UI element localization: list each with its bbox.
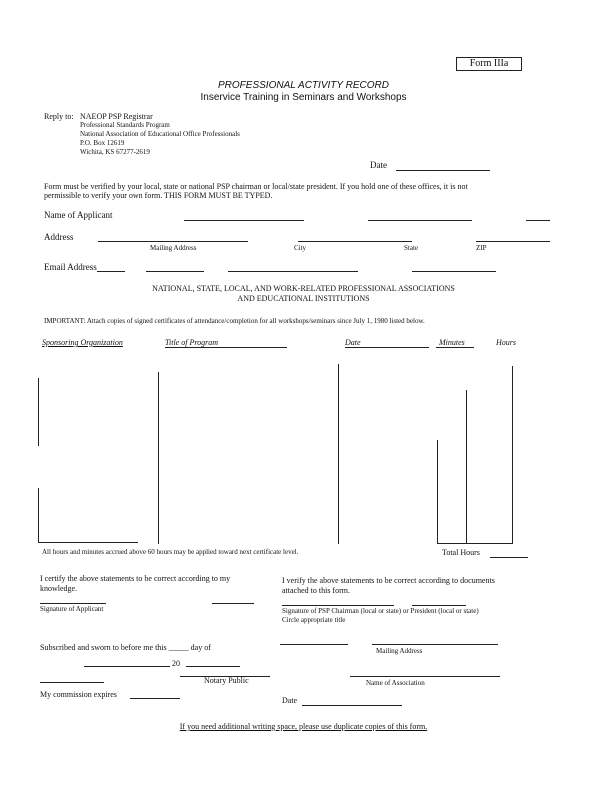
date-field[interactable] (396, 170, 490, 171)
city-caption: City (294, 244, 307, 252)
notary-label: Notary Public (204, 676, 249, 685)
association-caption: Name of Association (366, 679, 425, 687)
reply-line: P.O. Box 12619 (80, 139, 125, 147)
date-field-2[interactable] (302, 705, 402, 706)
email-field-4[interactable] (412, 271, 496, 272)
sworn-date-field[interactable] (84, 666, 170, 667)
verify-text: permissible to verify your own form. THIS FORM MUST BE TYPED. (44, 191, 273, 200)
email-field[interactable] (97, 271, 125, 272)
zip-caption: ZIP (476, 244, 487, 252)
signature-chair-caption: Signature of PSP Chairman (local or state) or President (local or state) (282, 607, 479, 615)
email-label: Email Address (44, 262, 97, 272)
year-field[interactable] (186, 666, 240, 667)
table-column-line (338, 364, 339, 544)
header-underline (345, 347, 429, 348)
date-label-2: Date (282, 696, 298, 705)
table-column-line (38, 378, 39, 446)
total-hours-label: Total Hours (442, 548, 480, 557)
chair-signature-date-field[interactable] (412, 605, 466, 606)
table-bottom-line (38, 542, 138, 543)
form-subtitle: Inservice Training in Seminars and Workshops (200, 92, 407, 103)
applicant-signature-field[interactable] (40, 603, 106, 604)
name-label: Name of Applicant (44, 210, 113, 220)
certify-right: I verify the above statements to be correct according to documents (282, 576, 495, 585)
applicant-signature-date-field[interactable] (212, 603, 254, 604)
hours-note: All hours and minutes accrued above 60 hours may be applied toward next certificate level. (42, 548, 299, 556)
form-id: Form IIIa (456, 57, 522, 71)
commission-field[interactable] (130, 698, 180, 699)
mailing-address-caption: Mailing Address (150, 244, 197, 252)
section-title: NATIONAL, STATE, LOCAL, AND WORK-RELATED PROFESSIONAL ASSOCIATIONS (152, 284, 455, 293)
email-field-3[interactable] (228, 271, 358, 272)
notary-field[interactable] (40, 682, 104, 683)
reply-line: Professional Standards Program (80, 121, 170, 129)
name-field[interactable] (184, 220, 304, 221)
header-minutes: Minutes (439, 338, 465, 347)
certify-right-2: attached to this form. (282, 586, 350, 595)
total-hours-field[interactable] (490, 557, 528, 558)
table-column-line (158, 372, 159, 544)
chair-signature-field[interactable] (282, 605, 394, 606)
header-underline (165, 347, 287, 348)
important-note: IMPORTANT: Attach copies of signed certificates of attendance/completion for all workshops/seminars since July 1, 1980 listed below. (44, 317, 425, 325)
table-column-line (437, 440, 438, 544)
year-prefix: 20 (172, 659, 180, 668)
mailing-address-field[interactable] (98, 241, 248, 242)
mailing-address-field-3[interactable] (372, 644, 498, 645)
header-hours: Hours (496, 338, 517, 347)
commission-label: My commission expires (40, 690, 117, 699)
table-column-line (38, 488, 39, 542)
signature-chair-caption-2: Circle appropriate title (282, 616, 346, 624)
city-state-field[interactable] (298, 241, 412, 242)
mailing-address-caption-2: Mailing Address (376, 647, 423, 655)
signature-applicant-caption: Signature of Applicant (40, 605, 104, 613)
header-sponsoring-organization: Sponsoring Organization (42, 338, 123, 347)
reply-line: Wichita, KS 67277-2619 (80, 148, 150, 156)
header-date: Date (345, 338, 361, 347)
certify-left-2: knowledge. (40, 584, 78, 593)
section-title-2: AND EDUCATIONAL INSTITUTIONS (237, 294, 370, 303)
state-caption: State (404, 244, 418, 252)
header-title-of-program: Title of Program (165, 338, 219, 347)
form-title: PROFESSIONAL ACTIVITY RECORD (218, 80, 389, 91)
mailing-address-field-2[interactable] (280, 644, 348, 645)
name-field-2[interactable] (368, 220, 472, 221)
name-field-3[interactable] (526, 220, 550, 221)
address-label: Address (44, 232, 74, 242)
certify-left: I certify the above statements to be correct according to my (40, 574, 231, 583)
reply-label: Reply to: (44, 112, 74, 121)
association-field[interactable] (350, 676, 500, 677)
table-column-line (512, 366, 513, 544)
table-column-line (466, 390, 467, 544)
email-field-2[interactable] (146, 271, 204, 272)
zip-field[interactable] (476, 241, 550, 242)
reply-line: NAEOP PSP Registrar (80, 112, 153, 121)
verify-text: Form must be verified by your local, state or national PSP chairman or local/state president. If you hold one of these offices, it is not (44, 182, 468, 191)
date-label: Date (370, 160, 387, 170)
sworn-text: Subscribed and sworn to before me this _____ day of (40, 643, 211, 652)
header-underline (436, 347, 474, 348)
table-bottom-line (437, 543, 513, 544)
footer-note: If you need additional writing space, please use duplicate copies of this form. (179, 722, 428, 731)
reply-line: National Association of Educational Office Professionals (80, 130, 240, 138)
